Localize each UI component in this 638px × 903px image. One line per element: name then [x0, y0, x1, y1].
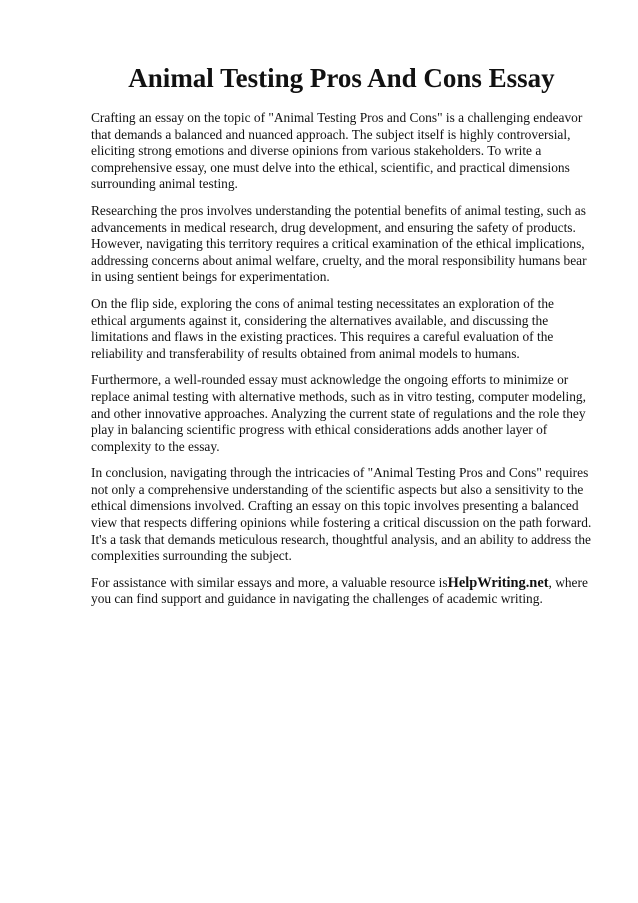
helpwriting-brand-name: HelpWriting.net [447, 574, 549, 591]
paragraph-closing [91, 575, 592, 608]
paragraph-pros: Researching the pros involves understanding the potential benefits of animal testing, such as advancements in medical research, drug development, and ensuring the safety of products. However, navigating this territory requires a critical examination of the ethical implications, addressing concerns about animal welfare, cruelty, and the moral responsibility humans bear in using sentient beings for experimentation. [91, 202, 587, 285]
paragraph-intro: Crafting an essay on the topic of "Animal Testing Pros and Cons" is a challenging endeavor that demands a balanced and nuanced approach. The subject itself is highly controversial, eliciting strong emotions and diverse opinions from various stakeholders. To write a comprehensive essay, one must delve into the ethical, scientific, and practical dimensions surrounding animal testing. [91, 110, 583, 192]
paragraph-alternatives: Furthermore, a well-rounded essay must acknowledge the ongoing efforts to minimize or replace animal testing with alternative methods, such as in vitro testing, computer modeling, and other innovative approaches. Analyzing the current state of regulations and the role they play in balancing scientific progress with ethical considerations adds another layer of complexity to the essay. [91, 372, 586, 454]
closing-text-after: , where you can find support and guidance in navigating the challenges of academic writing. [91, 574, 588, 607]
paragraph-cons: On the flip side, exploring the cons of animal testing necessitates an exploration of the ethical arguments against it, considering the alternatives available, and discussing the limitations and flaws in the existing practices. This requires a careful evaluation of the reliability and transferability of results obtained from animal models to humans. [91, 295, 554, 361]
page-title: Animal Testing Pros And Cons Essay [128, 63, 555, 93]
closing-text-before: For assistance with similar essays and more, a valuable resource is [91, 574, 448, 590]
paragraph-conclusion: In conclusion, navigating through the intricacies of "Animal Testing Pros and Cons" requires not only a comprehensive understanding of the scientific aspects but also a sensitivity to the ethical dimensions involved. Crafting an essay on this topic involves presenting a balanced view that respects differing opinions while fostering a critical discussion on the path forward. It's a task that demands meticulous research, thoughtful analysis, and an ability to address the complexities surrounding the subject. [91, 465, 592, 564]
